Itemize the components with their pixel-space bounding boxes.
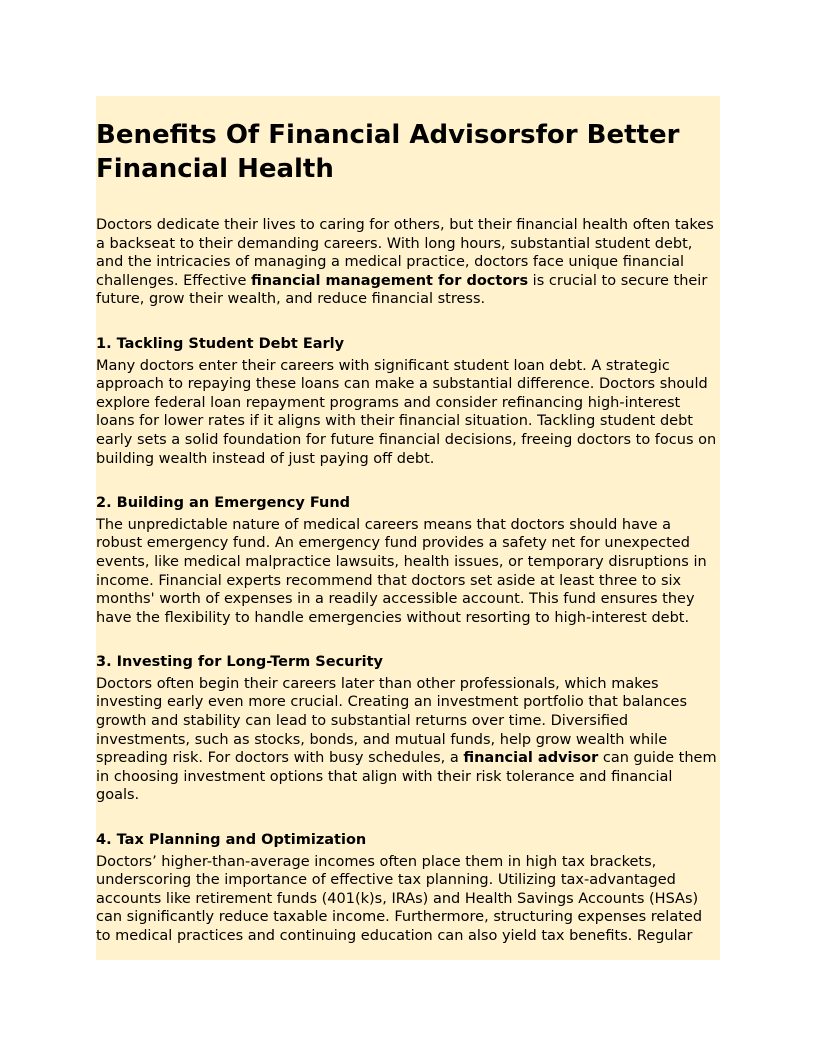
investing-bold-phrase: financial advisor xyxy=(463,750,599,767)
intro-text-end: is crucial to secure their future, grow their wealth, and reduce financial stress. xyxy=(96,272,708,308)
section-heading-emergency-fund: 2. Building an Emergency Fund xyxy=(96,495,351,512)
section-heading-tax-planning: 4. Tax Planning and Optimization xyxy=(96,832,367,849)
section-heading-student-debt: 1. Tackling Student Debt Early xyxy=(96,335,345,352)
intro-bold-phrase: financial management for doctors xyxy=(250,272,529,289)
content-block xyxy=(96,96,720,960)
page-title: Benefits Of Financial Advisorsfor Better Financial Health xyxy=(96,120,680,184)
section-text-investing xyxy=(96,675,720,805)
section-text-emergency-fund: The unpredictable nature of medical careers means that doctors should have a robust emergency fund. An emergency fund provides a safety net for unexpected events, like medical malpractice lawsuits, health issues, or temporary disruptions in income. Financial experts recommend that doctors set aside at least three to six months' worth of expenses in a readily accessible account. This fund ensures they have the flexibility to handle emergencies without resorting to high-interest debt. xyxy=(96,516,707,626)
investing-text-start: Doctors often begin their careers later than other professionals, which makes investing early even more crucial. Creating an investment portfolio that balances growth and stability can lead to substantial returns over time. Diversified investments, such as stocks, bonds, and mutual funds, help grow wealth while spreading risk. For doctors with busy schedules, a xyxy=(96,675,688,767)
section-text-tax-planning: Doctors’ higher-than-average incomes often place them in high tax brackets, underscoring the importance of effective tax planning. Utilizing tax-advantaged accounts like retirement funds (401(k)s, IRAs) and Health Savings Accounts (HSAs) can significantly reduce taxable income. Furthermore, structuring expenses related to medical practices and continuing education can also yield tax benefits. Regular xyxy=(96,853,703,944)
investing-text-end: can guide them in choosing investment options that align with their risk tolerance and financial goals. xyxy=(96,750,717,804)
section-heading-investing: 3. Investing for Long-Term Security xyxy=(96,654,383,671)
intro-paragraph xyxy=(96,216,720,309)
intro-text-start: Doctors dedicate their lives to caring for others, but their financial health often takes a backseat to their demanding careers. With long hours, substantial student debt, and the intricacies of managing a medical practice, doctors face unique financial challenges. Effective xyxy=(96,217,714,289)
section-text-student-debt: Many doctors enter their careers with significant student loan debt. A strategic approach to repaying these loans can make a substantial difference. Doctors should explore federal loan repayment programs and consider refinancing high-interest loans for lower rates if it aligns with their financial situation. Tackling student debt early sets a solid foundation for future financial decisions, freeing doctors to focus on building wealth instead of just paying off debt. xyxy=(96,357,717,467)
